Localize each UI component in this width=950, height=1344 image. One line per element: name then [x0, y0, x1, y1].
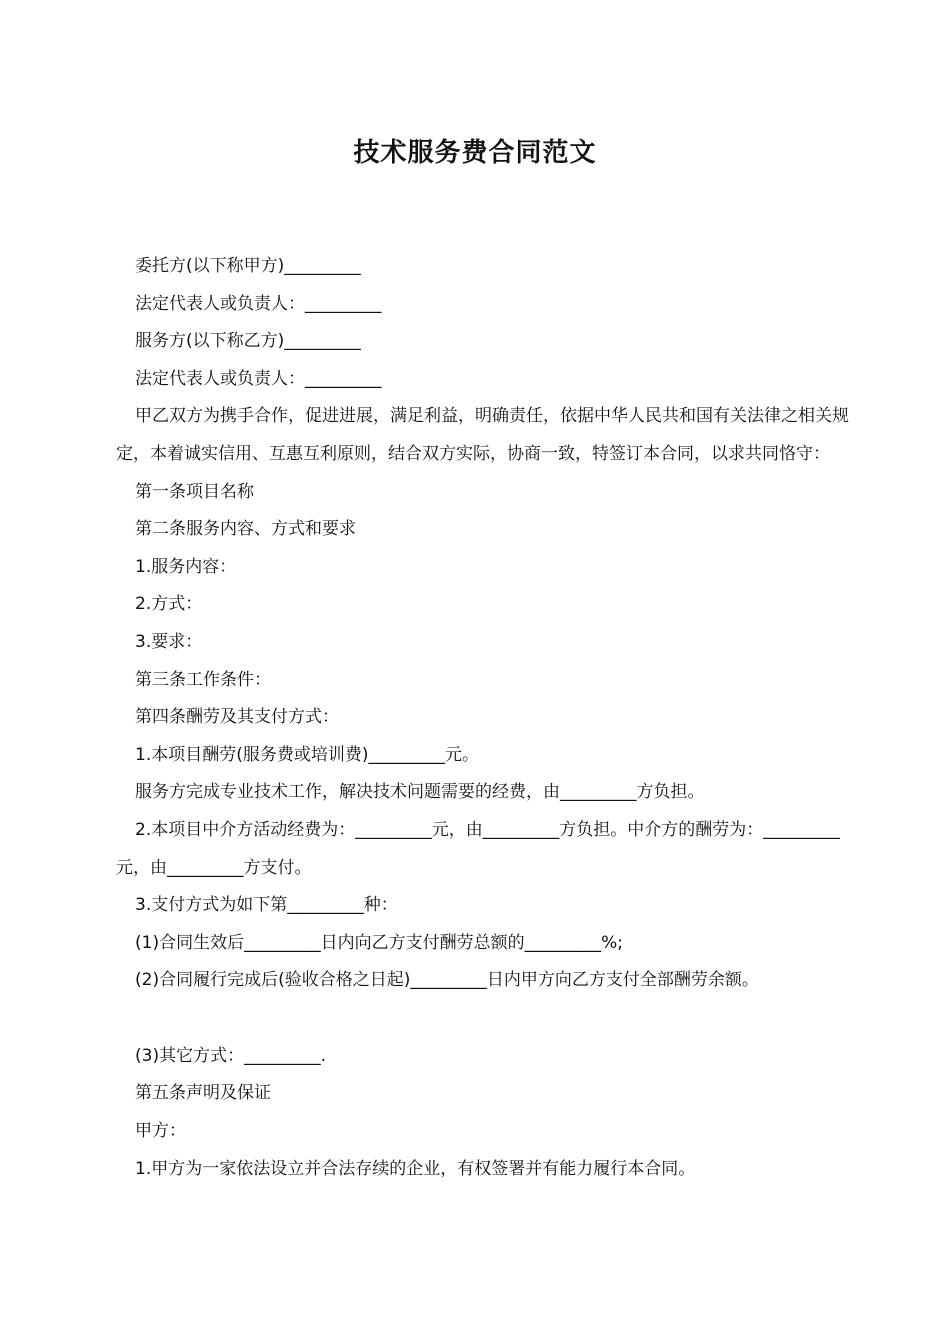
payment-option-1: (1)合同生效后_________日内向乙方支付酬劳总额的_________%;	[135, 932, 623, 953]
article-4-item-2: 2.本项目中介方活动经费为：_________元，由_________方负担。中介方的酬劳为：_________元，由_________方支付。	[116, 819, 840, 878]
article-3-heading: 第三条工作条件：	[135, 669, 271, 690]
article-4-item-1: 1.本项目酬劳(服务费或培训费)_________元。	[135, 744, 479, 765]
paragraph-client-representative: 法定代表人或负责人：_________	[135, 293, 382, 314]
party-a-label: 甲方：	[135, 1121, 186, 1142]
article-2-item-3: 3.要求：	[135, 631, 203, 652]
article-4-heading: 第四条酬劳及其支付方式：	[135, 707, 339, 728]
article-4-expense-note: 服务方完成专业技术工作，解决技术问题需要的经费，由_________方负担。	[135, 782, 705, 803]
payment-option-2: (2)合同履行完成后(验收合格之日起)_________日内甲方向乙方支付全部酬劳余额。	[135, 970, 759, 991]
paragraph-client: 委托方(以下称甲方)_________	[135, 256, 361, 276]
article-1-heading: 第一条项目名称	[135, 481, 254, 502]
paragraph-provider: 服务方(以下称乙方)_________	[135, 331, 361, 352]
article-2-heading: 第二条服务内容、方式和要求	[135, 519, 356, 540]
party-a-declaration-1: 1.甲方为一家依法设立并合法存续的企业，有权签署并有能力履行本合同。	[135, 1158, 696, 1179]
article-2-item-2: 2.方式：	[135, 594, 203, 615]
paragraph-provider-representative: 法定代表人或负责人：_________	[135, 368, 382, 389]
paragraph-preamble: 甲乙双方为携手合作，促进进展，满足利益，明确责任，依据中华人民共和国有关法律之相关规定，本着诚实信用、互惠互利原则，结合双方实际，协商一致，特签订本合同，以求共同恪守：	[116, 406, 849, 464]
article-5-heading: 第五条声明及保证	[135, 1083, 271, 1104]
article-4-item-3: 3.支付方式为如下第_________种：	[135, 895, 398, 916]
article-2-item-1: 1.服务内容：	[135, 556, 237, 577]
document-body	[116, 248, 856, 1188]
document-title: 技术服务费合同范文	[353, 138, 597, 168]
payment-option-3: (3)其它方式：_________.	[135, 1045, 326, 1066]
